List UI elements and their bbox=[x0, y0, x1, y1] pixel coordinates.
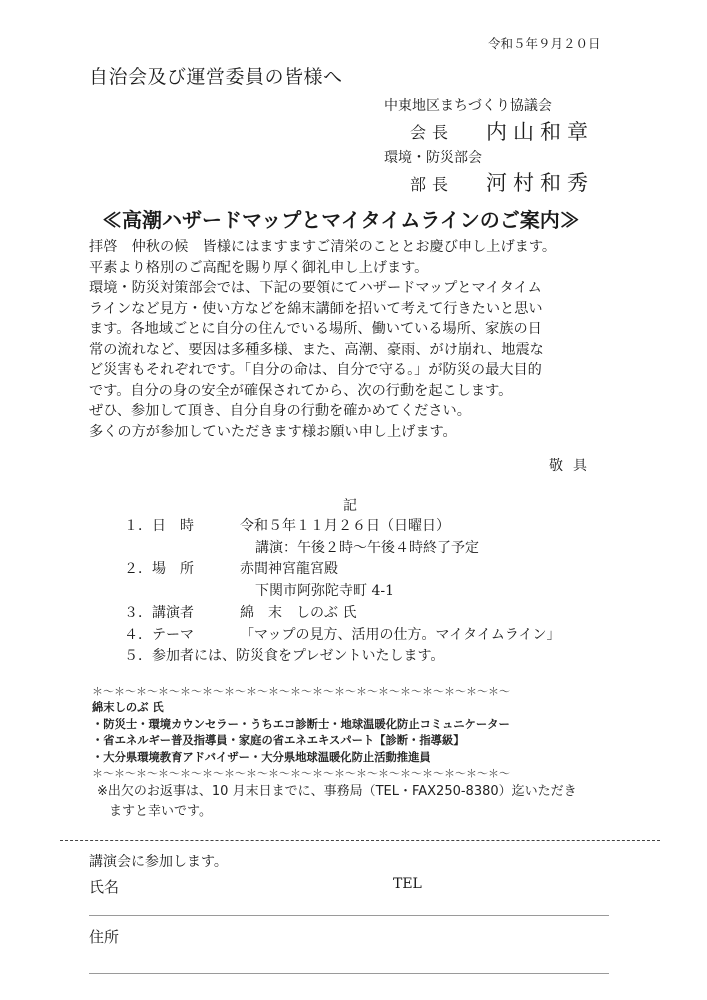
speaker-name: 綿末しのぶ 氏 bbox=[92, 701, 164, 714]
body-line: 平素より格別のご高配を賜り厚く御礼申し上げます。 bbox=[89, 259, 429, 276]
body-line: 拝啓 仲秋の候 皆様にはますますご清栄のこととお慶び申し上げます。 bbox=[89, 239, 557, 255]
sender-organization-1: 中東地区まちづくり協議会 bbox=[384, 98, 552, 114]
decorative-separator: ＊～＊～＊～＊～＊～＊～＊～＊～＊～＊～＊～＊～＊～＊～＊～＊～＊～＊～＊～ bbox=[92, 767, 510, 780]
body-line: ぜひ、参加して頂き、自分自身の行動を確かめてください。 bbox=[89, 403, 471, 419]
notice-line: ※出欠のお返事は、10 月末日までに、事務局（TEL・FAX250-8380）迄いただき bbox=[97, 784, 577, 799]
body-line: ラインなど見方・使い方などを綿末講師を招いて考えて行きたいと思い bbox=[89, 300, 543, 317]
detail-label: ４．テーマ bbox=[124, 626, 194, 643]
details-list bbox=[124, 516, 560, 668]
detail-subvalue: 講演：午後２時～午後４時終了予定 bbox=[255, 539, 479, 556]
closing-keigu: 敬具 bbox=[549, 458, 597, 474]
sender-name-1: 内山和章 bbox=[486, 120, 594, 144]
body-line: です。自分の身の安全が確保されてから、次の行動を起こします。 bbox=[89, 382, 513, 399]
decorative-separator: ＊～＊～＊～＊～＊～＊～＊～＊～＊～＊～＊～＊～＊～＊～＊～＊～＊～＊～＊～ bbox=[92, 685, 510, 698]
document-title: ≪高潮ハザードマップとマイタイムラインのご案内≫ bbox=[102, 208, 580, 232]
cut-line bbox=[60, 840, 660, 841]
name-tel-fill-line bbox=[89, 915, 609, 916]
detail-label: ３．講演者 bbox=[124, 604, 194, 621]
detail-value: 「マップの見方、活用の仕方。マイタイムライン」 bbox=[240, 626, 561, 643]
detail-item-gift bbox=[124, 646, 560, 668]
sender-role-1: 会長 bbox=[410, 123, 455, 142]
detail-value: 綿 末 しのぶ 氏 bbox=[240, 604, 357, 621]
detail-value: 令和５年１１月２６日（日曜日） bbox=[240, 518, 450, 534]
detail-item-speaker bbox=[124, 603, 560, 625]
detail-item-theme bbox=[124, 625, 560, 647]
body-line: ど災害もそれぞれです。「自分の命は、自分で守る。」が防災の最大目的 bbox=[89, 362, 542, 378]
address-field-label: 住所 bbox=[89, 928, 120, 946]
body-line: 環境・防災対策部会では、下記の要領にてハザードマップとマイタイム bbox=[89, 280, 542, 296]
tel-field-label: TEL bbox=[393, 876, 422, 892]
notice-line: ますと幸いです。 bbox=[109, 804, 212, 819]
speaker-credential: ・防災士・環境カウンセラー・うちエコ診断士・地球温暖化防止コミュニケーター bbox=[92, 717, 510, 731]
detail-label: １．日 時 bbox=[124, 518, 194, 534]
sender-organization-2: 環境・防災部会 bbox=[384, 150, 482, 166]
detail-item-datetime bbox=[124, 516, 560, 538]
name-field-label: 氏名 bbox=[89, 878, 120, 896]
detail-item-venue bbox=[124, 559, 560, 581]
speaker-credential: ・省エネルギー普及指導員・家庭の省エネエキスパート【診断・指導級】 bbox=[92, 734, 465, 747]
detail-subvalue: 下関市阿弥陀寺町 4-1 bbox=[255, 583, 394, 600]
details-heading: 記 bbox=[343, 498, 357, 514]
speaker-credential: ・大分県環境教育アドバイザー・大分県地球温暖化防止活動推進員 bbox=[92, 750, 431, 764]
detail-label: ５．参加者には、防災食をプレゼントいたします。 bbox=[124, 648, 445, 665]
addressee: 自治会及び運営委員の皆様へ bbox=[89, 66, 343, 88]
detail-label: ２．場 所 bbox=[124, 561, 194, 578]
body-line: ます。各地域ごとに自分の住んでいる場所、働いている場所、家族の日 bbox=[89, 321, 542, 337]
body-line: 多くの方が参加していただきます様お願い申し上げます。 bbox=[89, 423, 457, 440]
body-line: 常の流れなど、要因は多種多様、また、高潮、豪雨、がけ崩れ、地震な bbox=[89, 341, 544, 358]
sender-name-2: 河村和秀 bbox=[486, 171, 594, 195]
detail-value: 赤間神宮龍宮殿 bbox=[240, 561, 338, 578]
rsvp-notice bbox=[97, 782, 577, 822]
document-date: 令和５年９月２０日 bbox=[488, 36, 601, 51]
reply-form-title: 講演会に参加します。 bbox=[89, 854, 228, 870]
address-fill-line bbox=[89, 973, 609, 974]
sender-role-2: 部長 bbox=[410, 175, 455, 194]
speaker-profile bbox=[92, 700, 510, 766]
letter-body bbox=[89, 237, 556, 442]
